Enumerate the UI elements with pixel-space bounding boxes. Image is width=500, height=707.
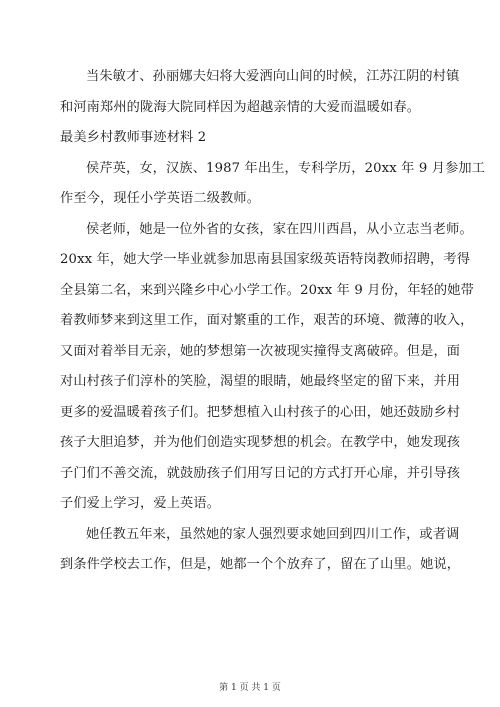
text-line: 对山村孩子们淳朴的笑脸，渴望的眼睛，她最终坚定的留下来，并用 xyxy=(60,374,461,389)
paragraph xyxy=(60,215,474,520)
text-line: 侯芹英，女，汉族、1987 年出生，专科学历，20xx 年 9 月参加工 xyxy=(86,160,486,176)
paragraph xyxy=(60,62,460,123)
text-line: 子们爱上学习，爱上英语。 xyxy=(60,496,221,511)
text-line: 和河南郑州的陇海大院同样因为超越亲情的大爱而温暖如春。 xyxy=(60,99,421,115)
text-line: 到条件学校去工作，但是，她都一个个放弃了，留在了山里。她说， xyxy=(60,557,461,572)
text-line: 着教师梦来到这里工作，面对繁重的工作，艰苦的环境、微薄的收入， xyxy=(60,313,474,328)
text-line: 当朱敏才、孙丽娜夫妇将大爱洒向山间的时候，江苏江阴的村镇 xyxy=(86,69,460,84)
text-line: 更多的爱温暖着孩子们。把梦想植入山村孩子的心田，她还鼓励乡村 xyxy=(60,404,461,420)
page-number-label: 第 1 页 共 1 页 xyxy=(219,683,281,693)
text-line: 20xx 年，她大学一毕业就参加思南县国家级英语特岗教师招聘，考得 xyxy=(60,252,471,267)
text-line: 子门们不善交流，就鼓励孩子们用写日记的方式打开心扉，并引导孩 xyxy=(60,465,461,481)
paragraph xyxy=(60,154,486,215)
page-number-footer xyxy=(0,680,500,693)
text-line: 又面对着举目无亲，她的梦想第一次被现实撞得支离破碎。但是，面 xyxy=(60,343,461,359)
text-line: 全县第二名，来到兴隆乡中心小学工作。20xx 年 9 月份，年轻的她带 xyxy=(60,282,474,298)
text-line: 侯老师，她是一位外省的女孩，家在四川西昌，从小立志当老师。 xyxy=(86,221,473,237)
heading-text: 最美乡村教师事迹材料 2 xyxy=(60,130,207,145)
paragraph xyxy=(60,520,461,581)
text-line: 孩子大胆追梦，并为他们创造实现梦想的机会。在教学中，她发现孩 xyxy=(60,435,461,450)
text-line: 作至今，现任小学英语二级教师。 xyxy=(60,191,261,206)
text-line: 她任教五年来，虽然她的家人强烈要求她回到四川工作，或者调 xyxy=(86,526,460,542)
document-body xyxy=(60,62,486,581)
section-heading xyxy=(60,123,442,154)
